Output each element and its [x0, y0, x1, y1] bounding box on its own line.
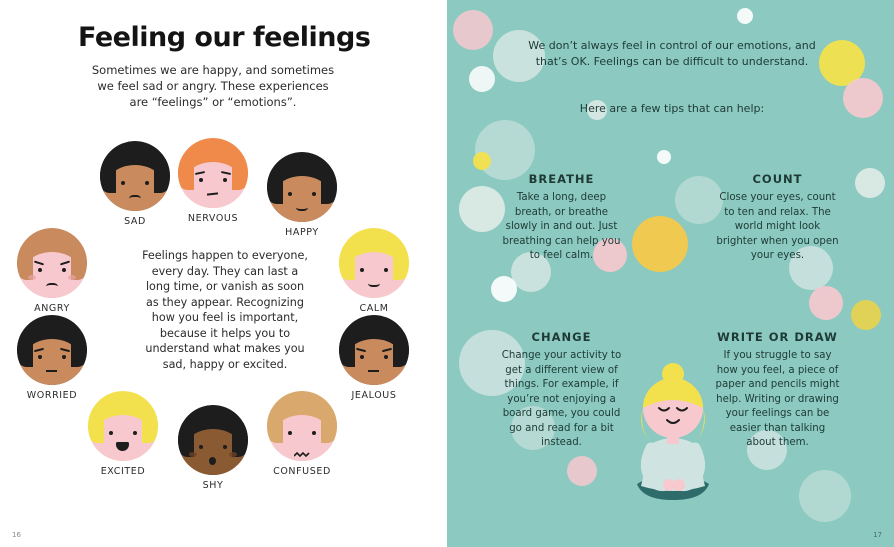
page-title: Feeling our feelings — [78, 22, 371, 53]
bubble-decoration — [567, 456, 597, 486]
emotion-label: SHY — [202, 480, 224, 491]
emotion-face-angry — [17, 228, 87, 314]
tip-heading: COUNT — [752, 172, 803, 186]
tip-body: Change your activity to get a different view of things. For example, if you’re not enjoying a board game, you could go and read for a bit instead. — [501, 350, 622, 448]
emotion-label: CONFUSED — [273, 466, 331, 477]
emotion-label: ANGRY — [34, 303, 70, 314]
intro-paragraph: Sometimes we are happy, and sometimes we feel sad or angry. These experiences are “feelings” or “emotions”. — [91, 63, 335, 109]
emotion-face-happy — [267, 152, 337, 238]
tip-heading: CHANGE — [531, 330, 592, 344]
emotion-face-confused — [267, 391, 337, 477]
tip-heading: BREATHE — [528, 172, 595, 186]
emotion-label: JEALOUS — [351, 390, 397, 401]
emotion-face-shy — [178, 405, 248, 491]
right-page — [447, 0, 894, 547]
seated-girl-illustration — [625, 352, 721, 512]
bubble-decoration — [855, 168, 885, 198]
emotion-face-worried — [17, 315, 87, 401]
bubble-decoration — [469, 66, 495, 92]
bubble-decoration — [453, 10, 493, 50]
emotion-label: SAD — [124, 216, 146, 227]
emotion-label: CALM — [359, 303, 389, 314]
emotion-face-jealous — [339, 315, 409, 401]
center-paragraph: Feelings happen to everyone, every day. They can last a long time, or vanish as soon as they appear. Recognizing how you feel is important, because it helps you to understand what makes you sad, happy or excited. — [142, 249, 308, 371]
emotion-label: NERVOUS — [187, 213, 239, 224]
tip-heading: WRITE OR DRAW — [717, 330, 838, 344]
right-subheading: Here are a few tips that can help: — [579, 102, 765, 115]
tip-body: Close your eyes, count to ten and relax. The world might look brighter when you open your eyes. — [716, 192, 839, 261]
emotion-label: EXCITED — [100, 466, 146, 477]
tip-write-or-draw — [715, 330, 840, 451]
emotion-face-nervous — [178, 138, 248, 224]
emotion-label: HAPPY — [285, 227, 319, 238]
tip-count — [715, 172, 840, 264]
bubble-decoration — [737, 8, 753, 24]
bubble-decoration — [843, 78, 883, 118]
bubble-decoration — [799, 470, 851, 522]
tip-body: If you struggle to say how you feel, a piece of paper and pencils might help. Writing or drawing your feelings can be easier than talking about them. — [715, 350, 840, 448]
bubble-decoration — [809, 286, 843, 320]
bubble-decoration — [473, 152, 491, 170]
tip-change — [499, 330, 624, 451]
page-number-right: 17 — [873, 531, 882, 539]
right-intro-paragraph: We don’t always feel in control of our emotions, and that’s OK. Feelings can be difficult to understand. — [528, 39, 816, 68]
emotion-face-excited — [88, 391, 158, 477]
page-number-left: 16 — [12, 531, 21, 539]
bubble-decoration — [491, 276, 517, 302]
emotion-label: WORRIED — [26, 390, 78, 401]
bubble-decoration — [632, 216, 688, 272]
emotion-face-sad — [100, 141, 170, 227]
tip-body: Take a long, deep breath, or breathe slowly in and out. Just breathing can help you to feel calm. — [502, 192, 621, 261]
bubble-decoration — [851, 300, 881, 330]
tip-breathe — [499, 172, 624, 264]
zigzag-mouth — [294, 443, 310, 449]
bubble-decoration — [475, 120, 535, 180]
emotion-face-calm — [339, 228, 409, 314]
bubble-decoration — [657, 150, 671, 164]
